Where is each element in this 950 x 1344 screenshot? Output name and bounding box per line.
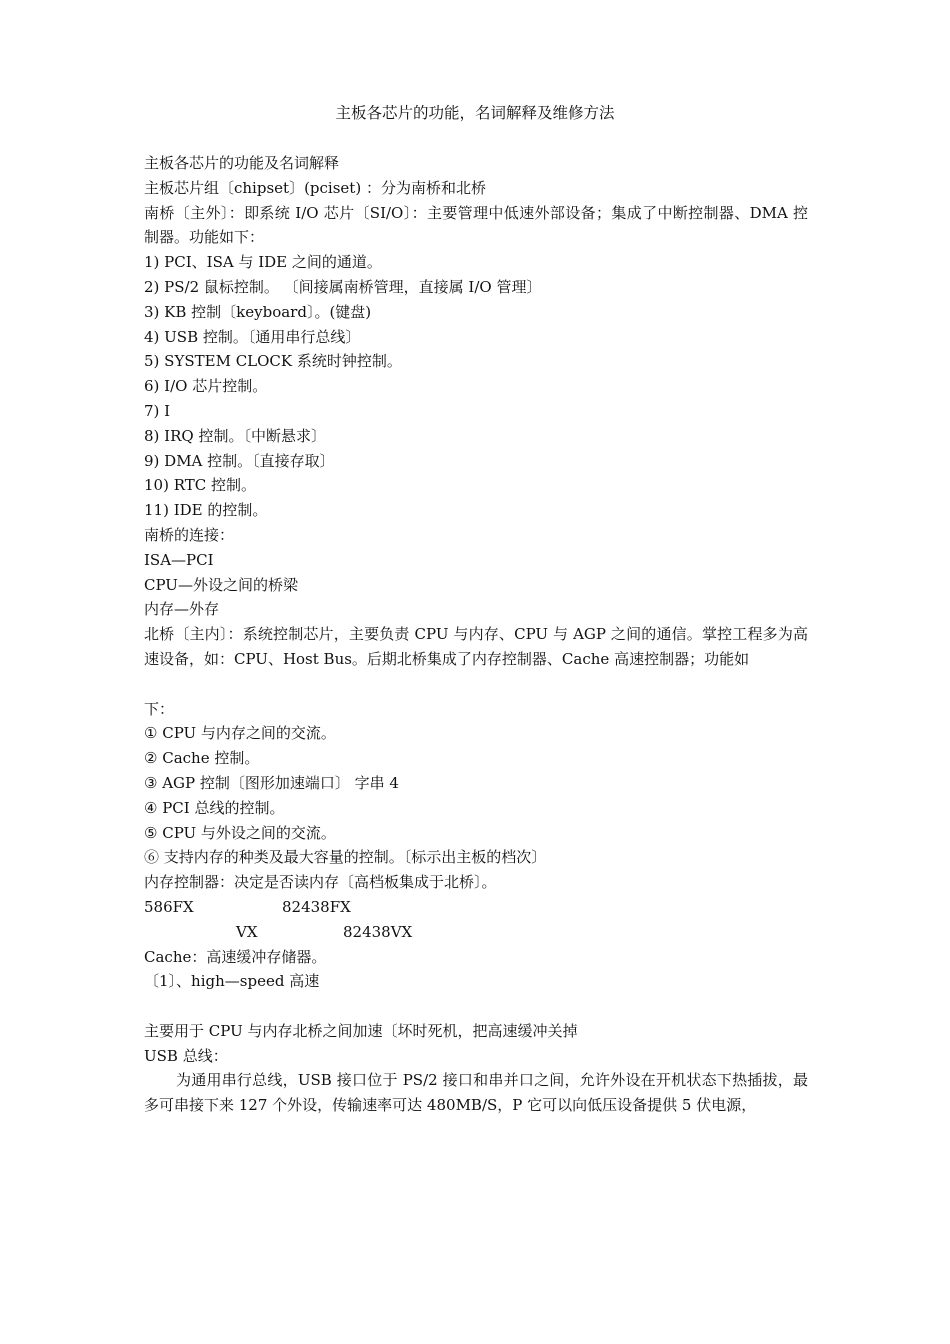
southbridge-description: 南桥〔主外〕：即系统 I/O 芯片〔SI/O〕：主要管理中低速外部设备；集成了中断控制器、DMA 控制器。功能如下： bbox=[144, 203, 808, 247]
document-body bbox=[144, 151, 808, 1118]
south-function-item: 10) RTC 控制。 bbox=[144, 476, 256, 495]
south-function-item: 8) IRQ 控制。〔中断悬求〕 bbox=[144, 426, 326, 445]
south-function-item: 9) DMA 控制。〔直接存取〕 bbox=[144, 451, 335, 470]
usb-paragraph: 为通用串行总线，USB 接口位于 PS/2 接口和串并口之间，允许外设在开机状态下热插拔，最多可串接下来 127 个外设，传输速率可达 480MB/S，P 它可以向低压设备提供 5 伏电源， bbox=[144, 1071, 808, 1115]
northbridge-continuation: 下： bbox=[144, 699, 175, 718]
south-function-item: 3) KB 控制〔keyboard〕。(键盘) bbox=[144, 302, 372, 321]
chipset-line: 主板芯片组〔chipset〕(pciset) ：分为南桥和北桥 bbox=[144, 178, 486, 197]
chip-model-row bbox=[144, 920, 808, 945]
blank-line bbox=[144, 672, 808, 697]
cache-line: 〔1〕、high—speed 高速 bbox=[144, 972, 320, 991]
north-function-item: ④ PCI 总线的控制。 bbox=[144, 798, 285, 817]
blank-line bbox=[144, 994, 808, 1019]
north-function-item: ⑤ CPU 与外设之间的交流。 bbox=[144, 823, 336, 842]
south-connection-heading: 南桥的连接： bbox=[144, 525, 235, 544]
north-function-item: ② Cache 控制。 bbox=[144, 749, 260, 768]
south-function-item: 1) PCI、ISA 与 IDE 之间的通道。 bbox=[144, 253, 382, 272]
cache-line: 主要用于 CPU 与内存北桥之间加速〔坏时死机，把高速缓冲关掉 bbox=[144, 1021, 578, 1040]
cache-line: Cache：高速缓冲存储器。 bbox=[144, 947, 327, 966]
south-function-item: 4) USB 控制。〔通用串行总线〕 bbox=[144, 327, 361, 346]
chip-family: VX bbox=[236, 922, 258, 941]
south-function-item: 5) SYSTEM CLOCK 系统时钟控制。 bbox=[144, 352, 402, 371]
north-function-item: ⑥ 支持内存的种类及最大容量的控制。〔标示出主板的档次〕 bbox=[144, 848, 547, 867]
south-connection-item: 内存—外存 bbox=[144, 600, 220, 619]
south-connection-item: CPU—外设之间的桥梁 bbox=[144, 575, 298, 594]
chip-family: 586FX bbox=[144, 897, 194, 916]
section-heading: 主板各芯片的功能及名词解释 bbox=[144, 154, 340, 172]
usb-heading: USB 总线： bbox=[144, 1046, 228, 1065]
northbridge-description: 北桥〔主内〕：系统控制芯片，主要负责 CPU 与内存、CPU 与 AGP 之间的通信。掌控工程多为高速设备，如：CPU、Host Bus。后期北桥集成了内存控制器、Cache 高速控制器；功能如 bbox=[144, 625, 808, 668]
south-function-item: 11) IDE 的控制。 bbox=[144, 501, 268, 520]
north-function-item: ① CPU 与内存之间的交流。 bbox=[144, 724, 336, 743]
document-title: 主板各芯片的功能，名词解释及维修方法 bbox=[335, 104, 615, 122]
south-function-item: 7) I bbox=[144, 401, 171, 420]
chip-model: 82438VX bbox=[343, 922, 413, 941]
south-connection-item: ISA—PCI bbox=[144, 550, 214, 569]
north-function-item: ③ AGP 控制〔图形加速端口〕 字串 4 bbox=[144, 773, 399, 792]
memory-controller-line: 内存控制器：决定是否读内存〔高档板集成于北桥〕。 bbox=[144, 873, 497, 892]
south-function-item: 6) I/O 芯片控制。 bbox=[144, 377, 268, 396]
south-function-item: 2) PS/2 鼠标控制。 〔间接属南桥管理，直接属 I/O 管理〕 bbox=[144, 277, 542, 296]
chip-model: 82438FX bbox=[282, 897, 351, 916]
chip-model-row bbox=[144, 895, 808, 920]
